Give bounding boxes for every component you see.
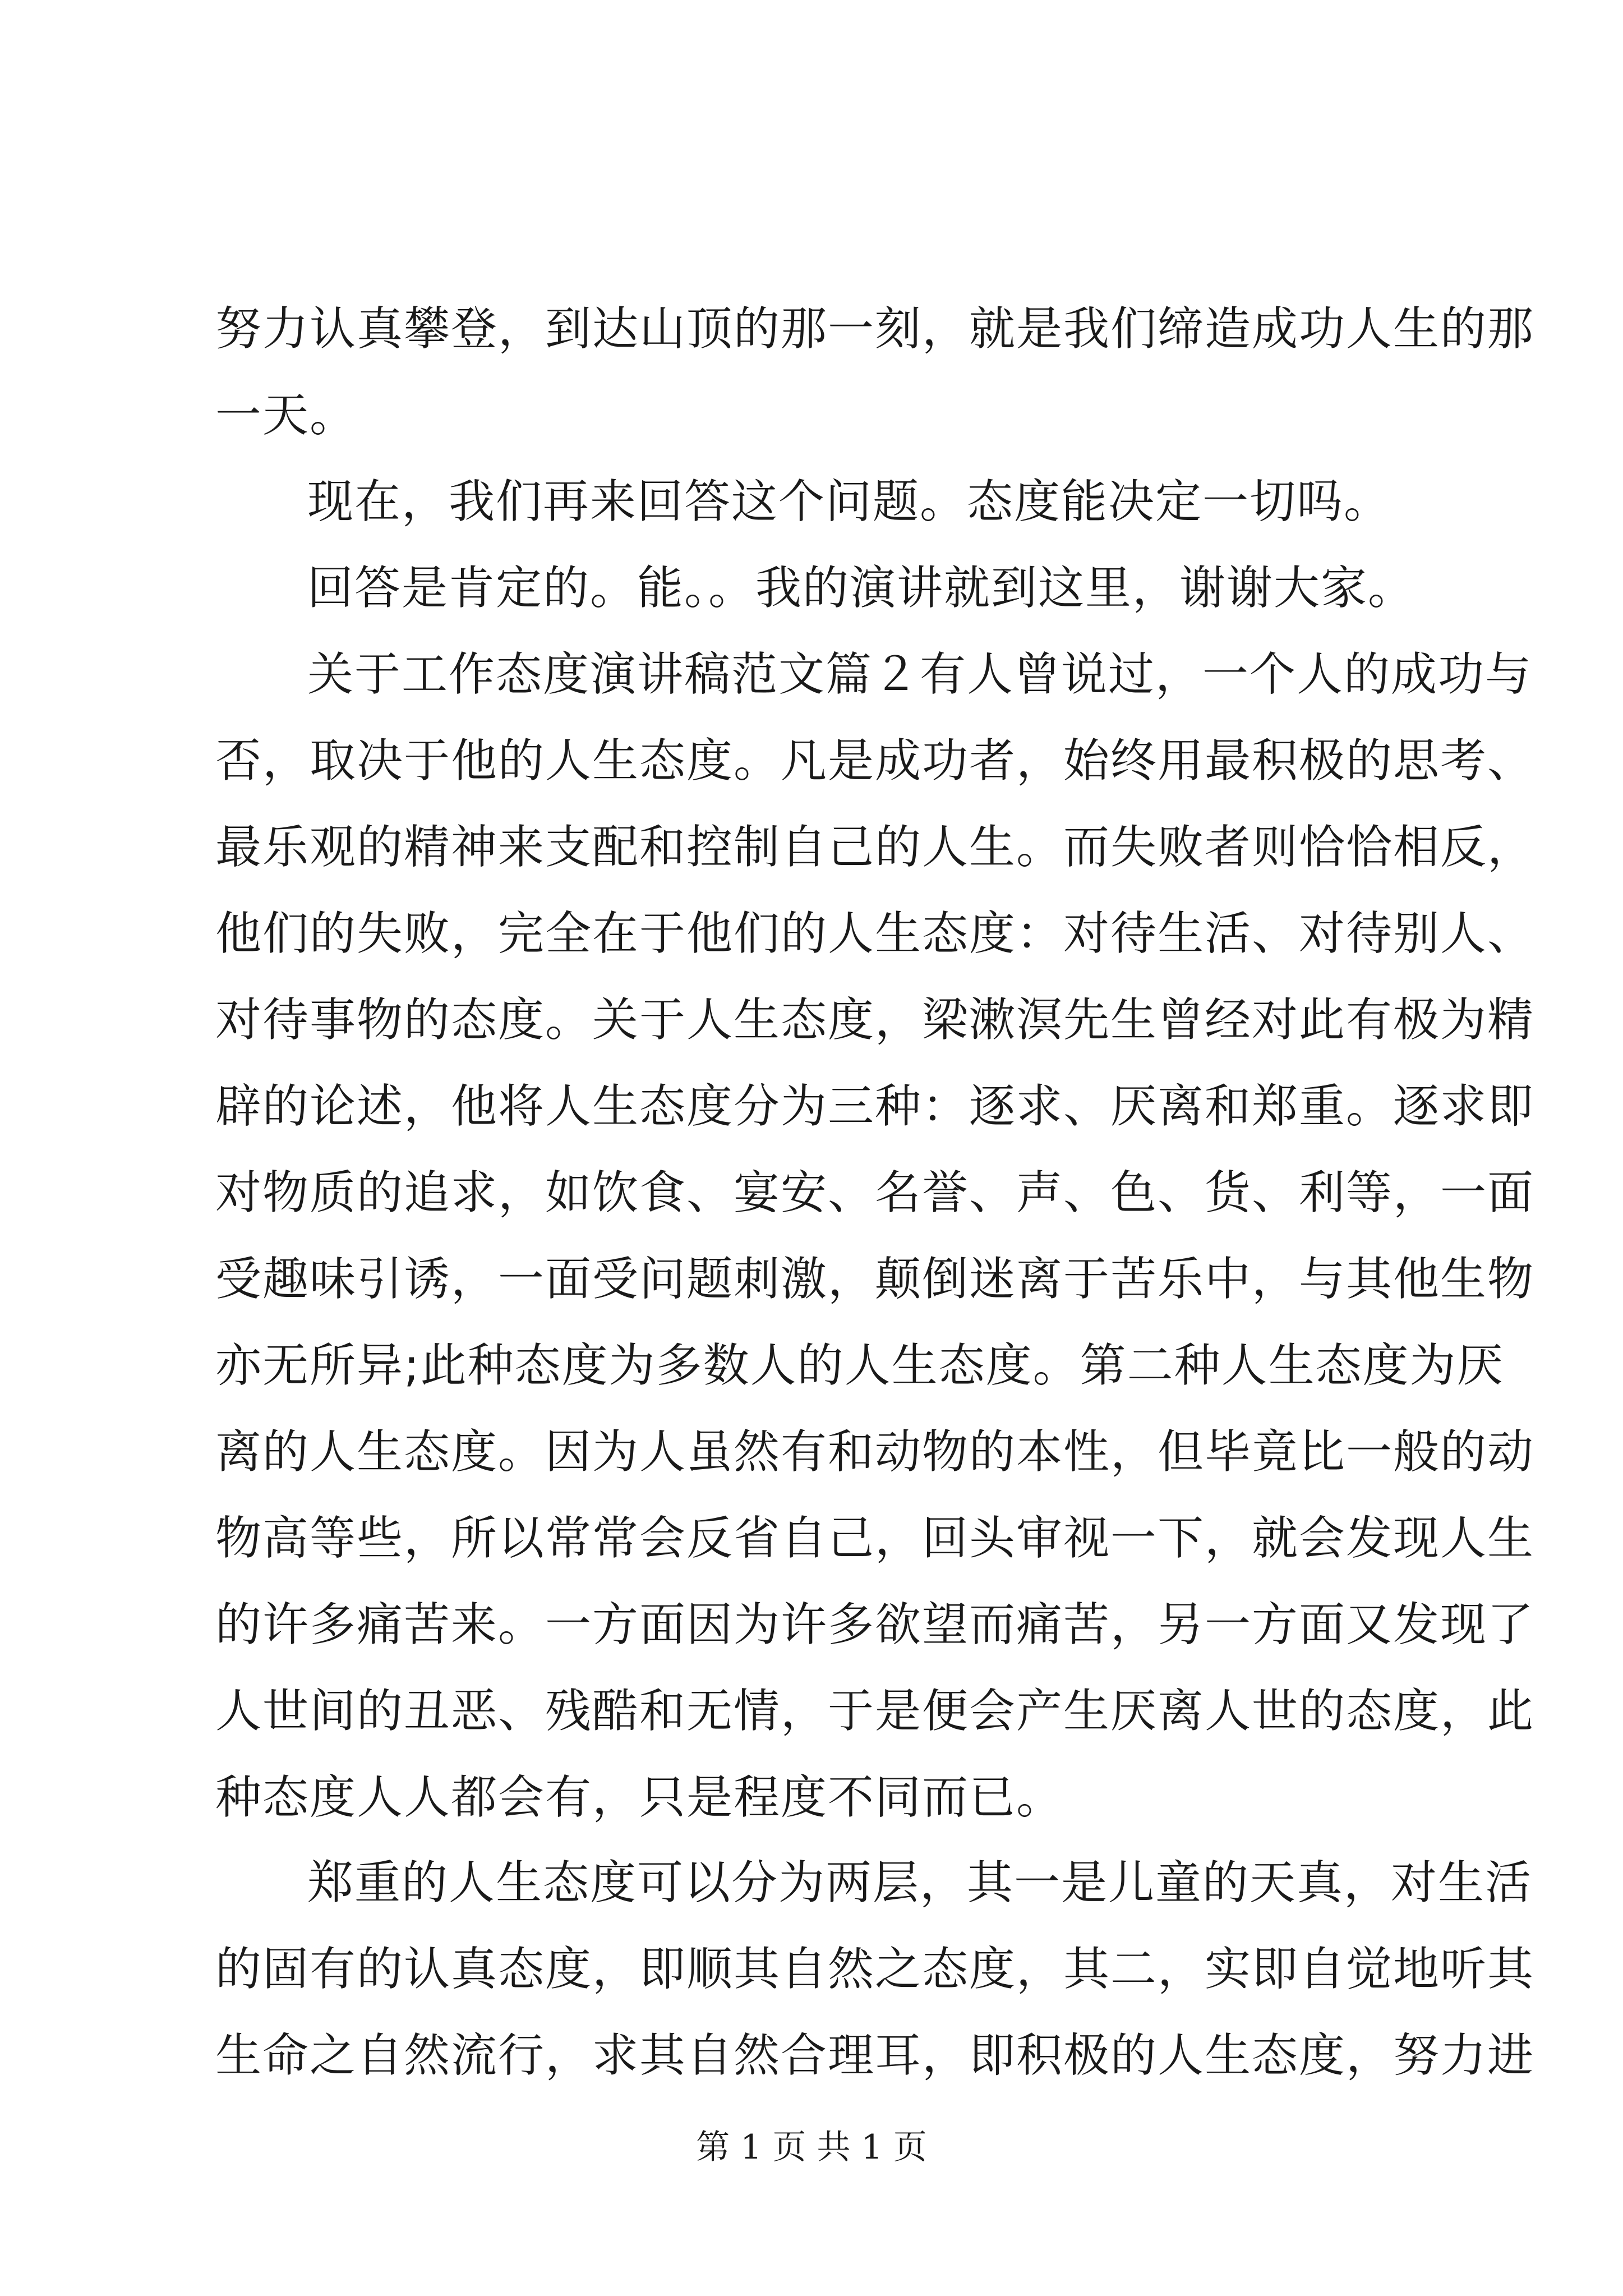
text-line: 现在，我们再来回答这个问题。态度能决定一切吗。 [307, 475, 1391, 528]
text-line: 郑重的人生态度可以分为两层，其一是儿童的天真，对生活 [307, 1856, 1533, 1910]
paragraph-4 [215, 632, 1535, 1841]
text-line: 离的人生态度。因为人虽然有和动物的本性，但毕竟比一般的动 [215, 1425, 1535, 1479]
text-line: 对待事物的态度。关于人生态度，梁漱溟先生曾经对此有极为精 [215, 993, 1535, 1047]
paragraph-5 [215, 1840, 1535, 2099]
page-footer [0, 2120, 1623, 2169]
text-line: 回答是肯定的。能。。我的演讲就到这里，谢谢大家。 [307, 562, 1415, 615]
text-line: 一天。 [215, 389, 357, 442]
paragraph-2 [215, 459, 1444, 545]
text-line: 他们的失败，完全在于他们的人生态度：对待生活、对待别人、 [215, 907, 1535, 960]
text-line: 受趣味引诱，一面受问题刺激，颠倒迷离于苦乐中，与其他生物 [215, 1253, 1535, 1306]
text-line: 的许多痛苦来。一方面因为许多欲望而痛苦，另一方面又发现了 [215, 1598, 1535, 1651]
text-line: 最乐观的精神来支配和控制自己的人生。而失败者则恰恰相反， [215, 821, 1535, 874]
text-line: 的固有的认真态度，即顺其自然之态度，其二，实即自觉地听其 [215, 1943, 1535, 1996]
paragraph-3 [215, 545, 1444, 632]
paragraph-1 [215, 286, 1535, 459]
page-number-label: 第 1 页 共 1 页 [696, 2128, 927, 2167]
text-line: 种态度人人都会有，只是程度不同而已。 [215, 1771, 1064, 1824]
text-line: 辟的论述，他将人生态度分为三种：逐求、厌离和郑重。逐求即 [215, 1080, 1535, 1133]
text-line: 生命之自然流行，求其自然合理耳，即积极的人生态度，努力进 [215, 2029, 1535, 2082]
text-line: 否，取决于他的人生态度。凡是成功者，始终用最积极的思考、 [215, 734, 1535, 788]
text-line: 努力认真攀登，到达山顶的那一刻，就是我们缔造成功人生的那 [215, 302, 1535, 356]
text-line: 亦无所异;此种态度为多数人的人生态度。第二种人生态度为厌 [215, 1339, 1504, 1392]
text-line: 人世间的丑恶、残酷和无情，于是便会产生厌离人世的态度，此 [215, 1685, 1535, 1738]
text-line: 对物质的追求，如饮食、宴安、名誉、声、色、货、利等，一面 [215, 1166, 1535, 1220]
text-line: 关于工作态度演讲稿范文篇２有人曾说过，一个人的成功与 [307, 648, 1533, 701]
text-line: 物高等些，所以常常会反省自己，回头审视一下，就会发现人生 [215, 1512, 1535, 1565]
